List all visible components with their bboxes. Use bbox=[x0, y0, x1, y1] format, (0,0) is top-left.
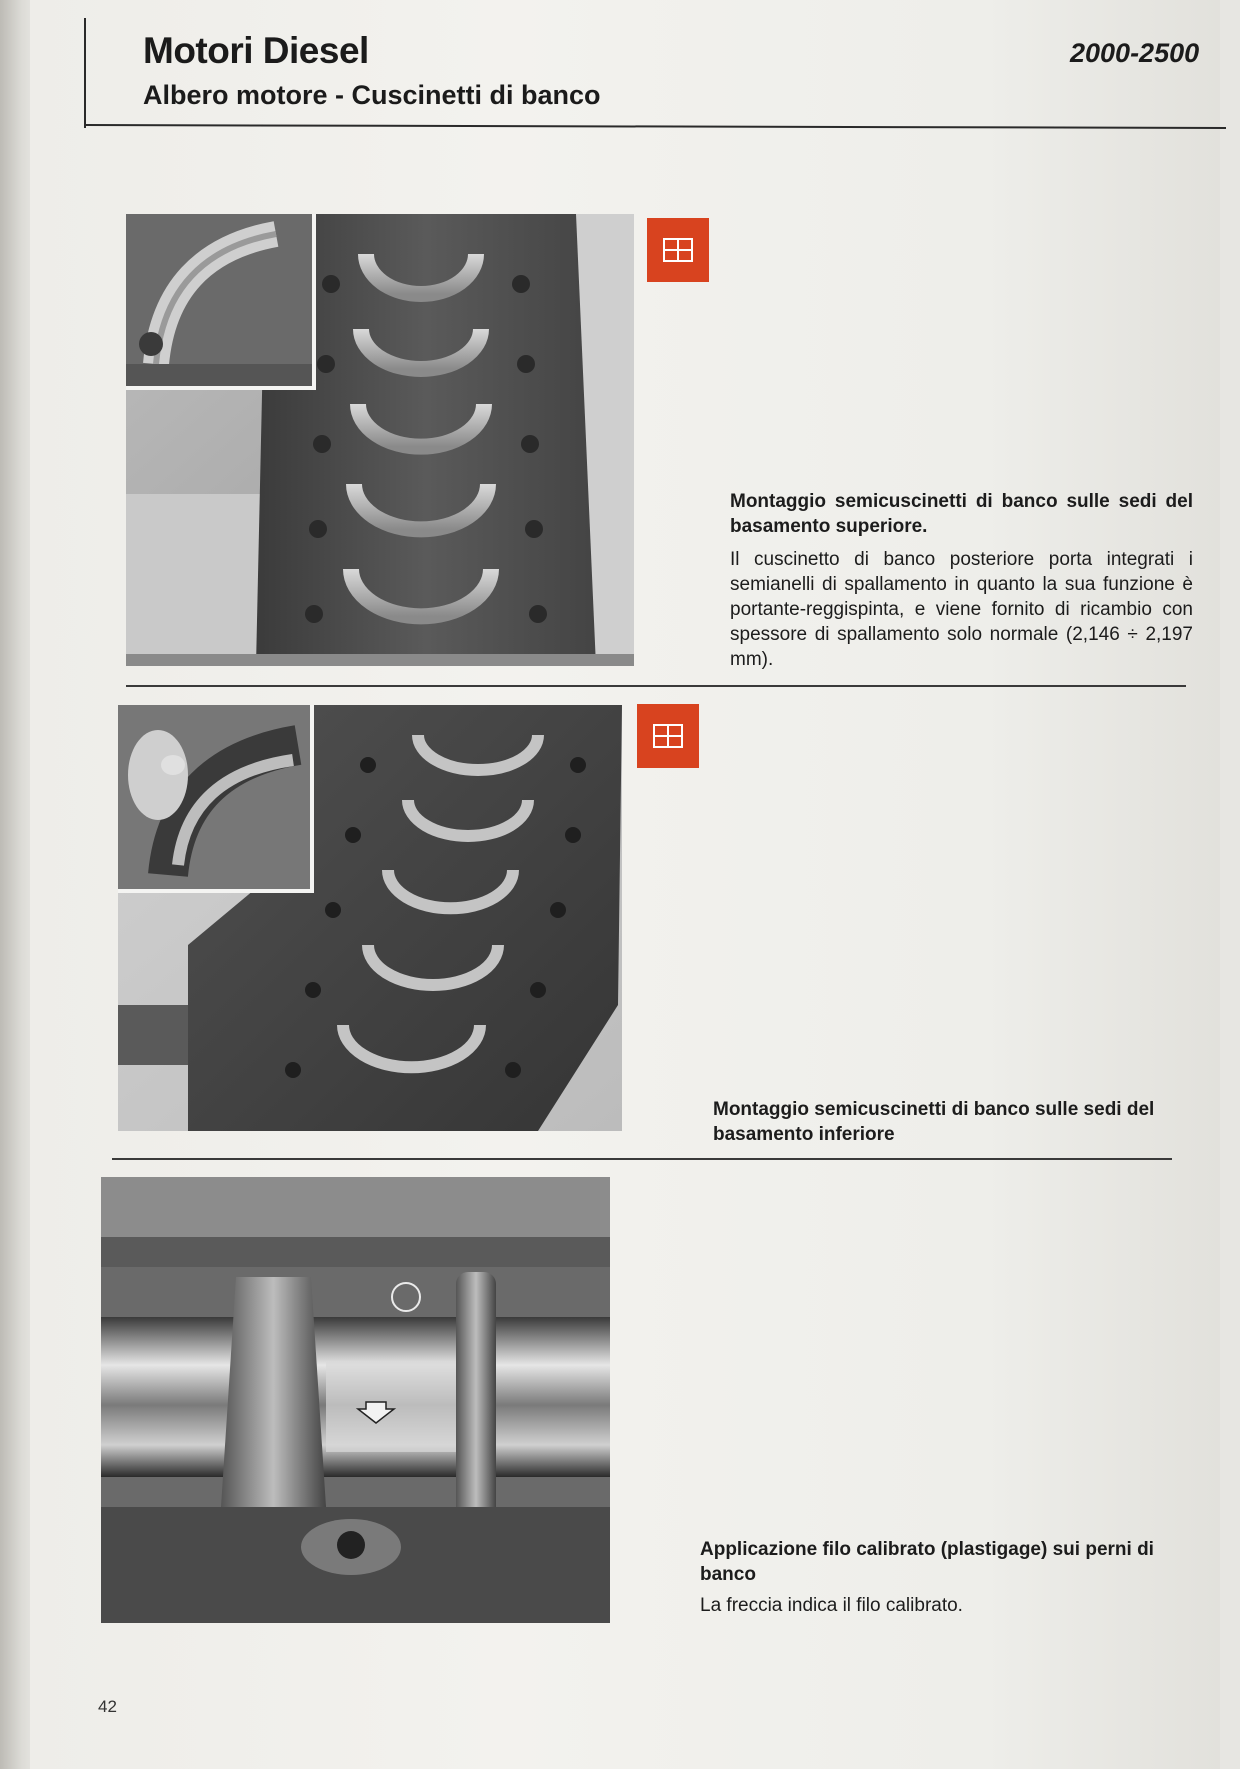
caption-title: Applicazione filo calibrato (plastigage) sui perni di banco bbox=[700, 1539, 1154, 1585]
engine-models: 2000-2500 bbox=[1070, 38, 1200, 68]
section-divider bbox=[112, 1158, 1172, 1160]
inset-photo-bearing bbox=[126, 214, 316, 390]
caption-body: La freccia indica il filo calibrato. bbox=[700, 1595, 963, 1616]
engine-block-icon bbox=[647, 218, 709, 282]
margin-rule bbox=[84, 18, 86, 128]
page-title: Motori Diesel bbox=[143, 30, 369, 71]
caption-title: Montaggio semicuscinetti di banco sulle sedi del basamento superiore. bbox=[730, 491, 1193, 537]
page-subtitle: Albero motore - Cuscinetti di banco bbox=[143, 80, 601, 110]
inset-photo-hand bbox=[118, 705, 314, 893]
caption-plastigage bbox=[700, 1537, 1170, 1618]
caption-body: Il cuscinetto di banco posteriore porta integrati i semianelli di spallamento in quanto la sua funzione è portante-reggispinta, e viene fornito di ricambio con spessore di spallamento solo normale (2,146 ÷ 2,197 mm). bbox=[730, 549, 1193, 670]
caption-title: Montaggio semicuscinetti di banco sulle sedi del basamento inferiore bbox=[713, 1099, 1155, 1145]
photo-upper-block bbox=[126, 214, 634, 666]
photo-crankshaft-plastigage bbox=[101, 1177, 610, 1623]
caption-upper-block bbox=[730, 489, 1193, 672]
page-number: 42 bbox=[98, 1697, 117, 1716]
caption-lower-block bbox=[713, 1097, 1177, 1153]
photo-lower-block bbox=[118, 705, 622, 1131]
engine-block-icon bbox=[637, 704, 699, 768]
section-divider bbox=[126, 685, 1186, 687]
